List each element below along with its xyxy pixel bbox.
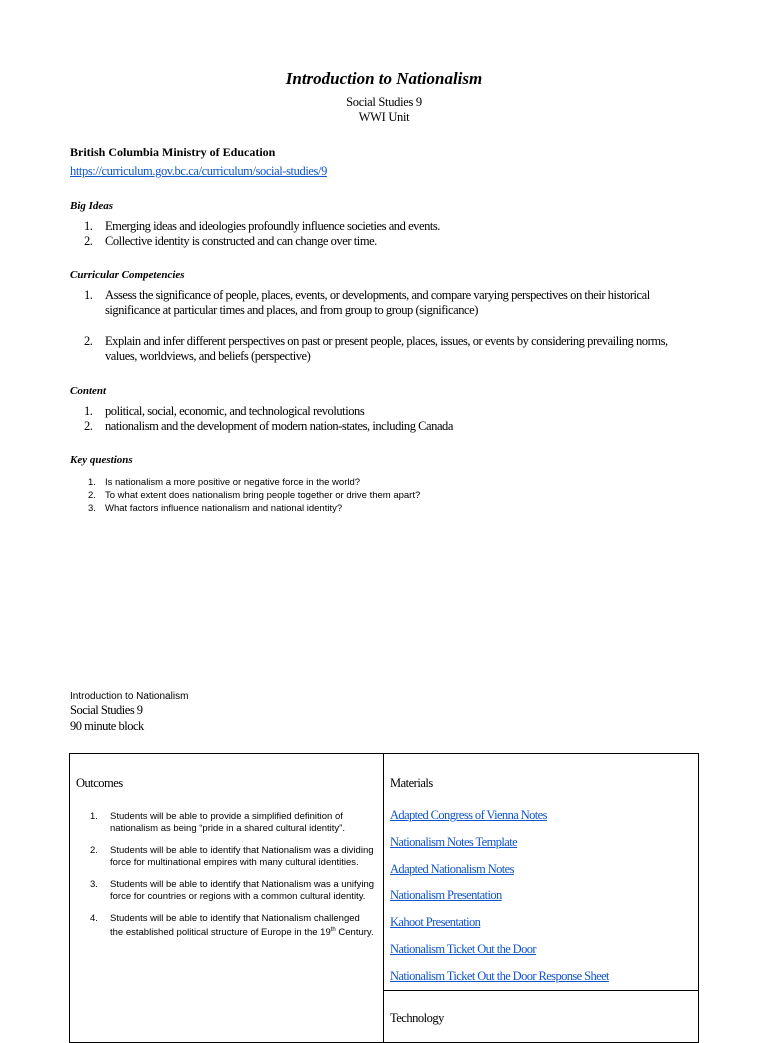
materials-list — [390, 808, 609, 996]
list-item: 3. Students will be able to identify that Nationalism was a unifying force for countries or regions with a common cultural identity. — [90, 879, 375, 902]
list-item: 2. Collective identity is constructed and can change over time. — [84, 234, 377, 248]
list-item: 2. To what extent does nationalism bring people together or drive them apart? — [88, 490, 421, 501]
technology-heading: Technology — [390, 1011, 444, 1025]
list-item: 2. Students will be able to identify that Nationalism was a dividing force for multinational empires with many cultural identities. — [90, 845, 374, 868]
document-title: Introduction to Nationalism — [285, 69, 483, 88]
unit-name: WWI Unit — [358, 110, 410, 124]
list-item: 4. Students will be able to identify that Nationalism challenged the established political structure of Europe in the 19th Century. — [90, 913, 374, 938]
material-link[interactable]: Nationalism Ticket Out the Door — [390, 941, 536, 956]
key-questions-heading: Key questions — [70, 454, 133, 466]
lesson-duration: 90 minute block — [70, 719, 144, 733]
course-name: Social Studies 9 — [346, 95, 422, 109]
curriculum-link[interactable]: https://curriculum.gov.bc.ca/curriculum/social-studies/9 — [70, 164, 327, 178]
material-link[interactable]: Adapted Nationalism Notes — [390, 861, 514, 876]
list-item: 1. Emerging ideas and ideologies profoundly influence societies and events. — [84, 219, 440, 233]
outcomes-list — [90, 811, 375, 949]
big-ideas-list — [84, 219, 440, 249]
content-list — [84, 404, 453, 434]
column-divider — [383, 754, 384, 1042]
lesson-title: Introduction to Nationalism — [70, 691, 189, 702]
material-link[interactable]: Nationalism Presentation — [390, 888, 502, 903]
lesson-course: Social Studies 9 — [70, 703, 143, 717]
lesson-plan-table — [69, 753, 699, 1043]
material-link[interactable]: Kahoot Presentation — [390, 915, 481, 930]
list-item: 1. political, social, economic, and technological revolutions — [84, 404, 365, 418]
materials-heading: Materials — [390, 776, 433, 790]
outcomes-heading: Outcomes — [76, 776, 123, 790]
list-item: 2. nationalism and the development of modern nation-states, including Canada — [84, 419, 453, 433]
material-link[interactable]: Nationalism Ticket Out the Door Response Sheet — [390, 968, 609, 983]
key-questions-list — [88, 476, 420, 515]
material-link[interactable]: Nationalism Notes Template — [390, 834, 518, 849]
list-item: 1. Students will be able to provide a simplified definition of nationalism as being “pride in a shared cultural identity”. — [90, 811, 345, 834]
big-ideas-heading: Big Ideas — [70, 200, 114, 212]
competencies-heading: Curricular Competencies — [70, 269, 185, 281]
material-link[interactable]: Adapted Congress of Vienna Notes — [390, 808, 547, 822]
list-item: 1. Is nationalism a more positive or negative force in the world? — [88, 477, 361, 488]
competencies-list — [84, 288, 694, 364]
content-heading: Content — [70, 385, 107, 397]
list-item: 1. Assess the significance of people, places, events, or developments, and compare varying perspectives on their historical significance at particular times and places, and from group to group (significance) — [84, 288, 650, 317]
list-item: 3. What factors influence nationalism and national identity? — [88, 503, 343, 514]
list-item: 2. Explain and infer different perspectives on past or present people, places, issues, or events by considering prevailing norms, values, worldviews, and beliefs (perspective) — [84, 334, 668, 363]
ministry-label: British Columbia Ministry of Education — [70, 145, 276, 159]
